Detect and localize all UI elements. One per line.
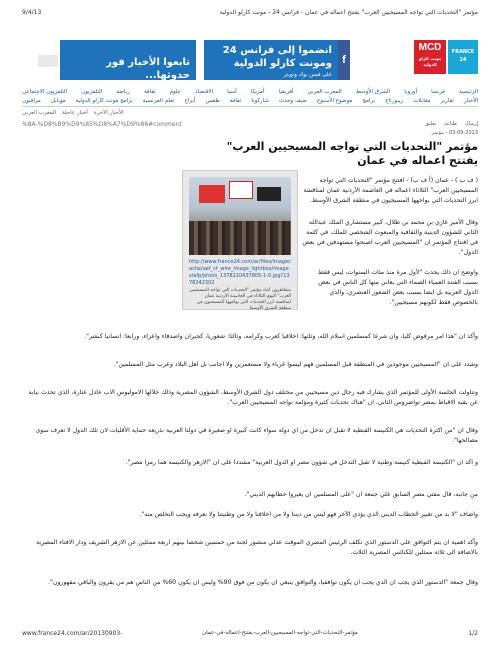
banner-sub1: على فيس بوك وتويتر — [283, 72, 332, 78]
news-banner-headline: تابعوا الأخبار فور حدوثها... — [106, 57, 190, 81]
article-paragraph: وتناولت الجلسة الأولى للمؤتمر الذي يشارك فيه رجال دين مسيحيين من مختلف دول الشرق الأوسط، الشؤون المصرية وذلك خلالها الاموليوس الاب عادل عنارة، الذي تحدث نيابة عن بقية الاقباط بمصر تواضروس الثاني، ان "هناك تحديات كثيرة ومؤلمة تواجه المسيحيين العرب". — [28, 389, 478, 406]
nav-item-middle-east[interactable]: الشرق الأوسط — [355, 89, 391, 95]
nav2-item[interactable]: مراقبون — [22, 98, 41, 104]
print-page-title: مؤتمر "التحديات التي تواجه المسيحيين العرب" يفتتح اعماله في عمان - فرانس 24 - مونت كارلو الدولية — [219, 9, 478, 16]
mcd-logo[interactable] — [414, 40, 446, 74]
photo-image — [189, 177, 291, 255]
print-url-path: مؤتمر-التحديات-التي-تواجه-المسيحيين-العرب-يفتتح-اعماله-في-عمان — [202, 630, 358, 636]
article-paragraph: واضاف "لا بد من تغيير الخطاب الديني الذي يؤذي الآخر فهو ليس من ديننا ولا من اخلاقنا ولا من وطنيتنا ولا نعرفه ويجب التخلص منه". — [139, 511, 478, 518]
send-button[interactable]: إرسال — [464, 121, 478, 127]
nav2-item[interactable]: موضوع الأسبوع — [316, 98, 353, 104]
nav-item-sport[interactable]: رياضة — [116, 89, 130, 95]
secondary-nav — [22, 98, 478, 104]
nav2-item[interactable]: برامج — [362, 98, 376, 104]
nav2-item[interactable]: تقارير — [440, 98, 454, 104]
nav2-item[interactable]: ثقافة — [229, 98, 242, 104]
social-banner[interactable] — [204, 40, 338, 87]
flag-shape — [199, 185, 225, 203]
banner-headline: انضموا إلى فرانس 24 ومونت كارلو الدولية — [222, 45, 332, 69]
nav-item-france[interactable]: فرنسا — [431, 89, 445, 95]
france24-logo[interactable] — [448, 40, 478, 74]
nav2-item[interactable]: مقابلات — [413, 98, 431, 104]
article-paragraph: و اكد ان "الكنيسة القبطية كنيسة وطنية لا تقبل التدخل في شؤون مصر او الدول العربية" مشددا على ان "الازهر والكنيسة هما رمزا مصر". — [125, 459, 478, 466]
flag-shape — [257, 187, 281, 201]
flag-shape — [229, 181, 253, 199]
article-tools — [370, 121, 478, 127]
article-paragraph: وشدد على ان "المسيحيين موجودين في المنطقة قبل المسلمين فهم ليسوا غرباء ولا مستعمرين ولا اجانب بل اهل البلاد وعرب مثل المسلمين". — [113, 361, 478, 368]
mcd-logo-subtitle: مونت كارلو الدولية — [418, 56, 442, 67]
article-title: مؤتمر "التحديات التي تواجه المسيحيين العرب" يفتتح اعماله في عمان — [226, 140, 478, 167]
photo-link[interactable]: http://www.france24.com/ar/files/imagecache/aef_ct_wire_image_lightbox/images/afp/photo_1378210437805-1-0.jpg?1378242302 — [189, 259, 291, 286]
nav-item-social-tv[interactable]: التلفزيون الاجتماعي — [22, 89, 68, 95]
breadcrumb — [22, 110, 478, 116]
nav-item-africa[interactable]: أفريقيا — [278, 89, 294, 95]
print-date: 9/4/13 — [22, 9, 42, 16]
photo-caption: متظاهرون أثناء مؤتمر "التحديات التي تواجه المسيحيين العرب" اليوم الثلاثاء في العاصمة الأردنية عمان لمناقشة ابرز التحديات التي يواجهها المسيحيون في منطقة الشرق الأوسط — [189, 288, 291, 311]
print-page-count: 1/2 — [468, 630, 478, 637]
article-paragraph: وقال جمعة "الدستور الذي يجب ان الدي يجب ان يكون توافقيا، والتوافق ينبغي ان يكون من فوق 90% وليس ان يكون 60% من الناس هم من يقرون والباقي مقهورون". — [48, 579, 478, 586]
nav2-item[interactable]: ضيف وحدث — [279, 98, 307, 104]
nav-item-america[interactable]: أمريكا — [250, 89, 265, 95]
nav2-item[interactable]: الأخبار — [463, 98, 478, 104]
article-paragraph: وقال ان "من اكثرة التحديات هي الكنيسة القبطية لا تقبل ان تدخل من اي دولة سواء كانت كبيرة او صغيرة في دولنا العربية بذريعة حماية الأقليات لان تلك الدول لا تعرف سوى مصالحها". — [35, 427, 478, 444]
nav-item-economy[interactable]: الاقتصاد — [195, 89, 214, 95]
article-date: 03-09-2013 - مؤتمر — [431, 130, 478, 136]
nav2-item[interactable]: موبايل — [50, 98, 66, 104]
nav-item-europe[interactable]: أوروبا — [404, 89, 417, 95]
print-url: www.france24.com/ar/20130903- — [22, 630, 123, 637]
france24-logo-text: FRANCE 24 — [451, 49, 475, 63]
article-paragraph: من جانبه، قال مفتي مصر السابق علي جمعة ان "على المسلمين ان يغيروا خطابهم الديني". — [244, 491, 478, 498]
breadcrumb-item[interactable]: أخبار عاجلة — [62, 110, 88, 116]
article-paragraph: وقال الأمير غازي بن محمد بن طلال، كبير مستشاري الملك عبدالله الثاني للشؤون الدينية والثقافية والمبعوث الشخصي للملك، في كلمة في افتتاح المؤتمر ان "المسيحيين العرب اصبحوا مستهدفين في بعض الدول". — [302, 219, 478, 256]
nav2-item[interactable]: أبراج — [184, 98, 196, 104]
main-nav — [22, 89, 478, 95]
twitter-icon[interactable] — [38, 55, 58, 67]
nav-divider — [22, 106, 478, 107]
nav-item-culture[interactable]: ثقافة — [143, 89, 156, 95]
article-photo[interactable] — [182, 170, 298, 310]
article-paragraph: وأكد اهمية ان يتم التوافق على الدستور الذي تكلف الرئيس المصري الموقت عدلي منصور لجنة من خمسين شخصا بينهم اربعة ممثلين عن الازهر الشريف ودار الافتاء المصرية بالاضافة الى ثلاثة ممثلين للكنائس المصرية الثلاث. — [36, 539, 478, 556]
nav2-item[interactable]: برامج مونت كارلو الدولية — [75, 98, 133, 104]
nav-item-maghreb[interactable]: المغرب العربي — [307, 89, 342, 95]
facebook-icon[interactable]: f — [338, 40, 350, 80]
breadcrumb-item[interactable]: المغرب العربي — [22, 110, 57, 116]
nav2-item[interactable]: طقس — [205, 98, 220, 104]
comment-button[interactable]: تعليق — [425, 121, 437, 127]
news-banner[interactable] — [60, 40, 196, 80]
nav-item-asia[interactable]: آسيا — [227, 89, 237, 95]
article-paragraph: وأكد ان "هذا امر مرفوض كليا، وان شرعا كمسلمين اسلام الله، وثلثها: اخلاقيا كعرب وكرامه، وثالثا: شعوريا، كجيران واصدقاء واعزاء، ورابعا: انسانيا كبشر". — [84, 333, 478, 340]
mcd-logo-text: MCD — [418, 42, 442, 53]
article-paragraph: ( ف ب ) - عمان (أ ف ب) - افتتح مؤتمر "التحديات التي تواجه المسيحيين العرب" الثلاثاء اعماله في العاصمة الأردنية عمان لمناقشة ابرز التحديات التي يواجهها المسيحيون في منطقة الشرق الأوسط. — [303, 177, 478, 204]
crowd-shape — [189, 221, 291, 255]
nav-item-tv[interactable]: التلفزيون — [81, 89, 103, 95]
encoded-url-fragment: %8A-%D8%B9%D9%85%D8%A7%D9%86#comment — [22, 121, 182, 128]
banner-sub2: علقوا على الأخبار عبر فيس بوك — [259, 81, 332, 87]
nav-item-science[interactable]: علوم — [169, 89, 182, 95]
breadcrumb-item[interactable]: الأخبار الآخرة — [93, 110, 124, 116]
article-paragraph: واوضح ان ذلك يحدث "لأول مرة منذ مئات السنوات، ليس فقط بسبب الفتنة العمياء الصماء التي يعاني منها كل الناس في بعض الدول العربية بل ايضا بسبب بعض الشعور العنصري، والذي بالخصوص فقط لكونهم مسيحيين". — [318, 269, 478, 306]
print-button[interactable]: طباعة — [444, 121, 457, 127]
nav2-item[interactable]: شاركونا — [251, 98, 269, 104]
nav-item-home[interactable]: الرئيسية — [459, 89, 478, 95]
nav2-item[interactable]: ريبورتاج — [385, 98, 404, 104]
nav2-item[interactable]: تعلم الفرنسية — [142, 98, 175, 104]
